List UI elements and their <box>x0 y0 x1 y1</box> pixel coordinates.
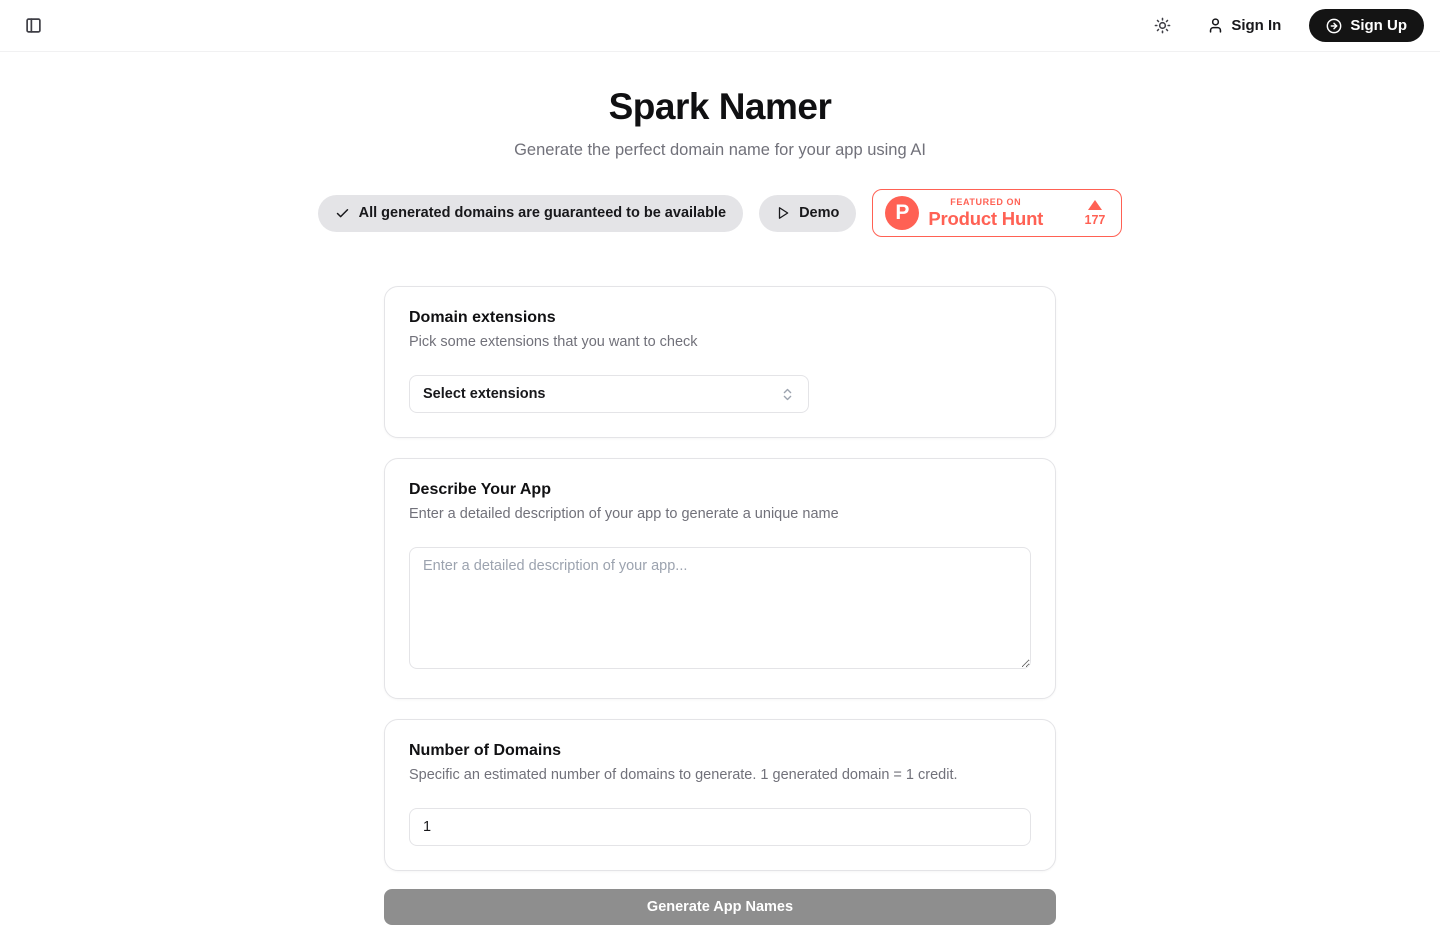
hero-section <box>0 86 1440 237</box>
play-icon <box>776 206 790 220</box>
domain-count-input[interactable] <box>409 808 1031 846</box>
extensions-card <box>384 286 1056 438</box>
user-icon <box>1207 17 1224 34</box>
count-card <box>384 719 1056 871</box>
describe-card-description: Enter a detailed description of your app to generate a unique name <box>409 506 839 522</box>
sun-icon <box>1154 17 1171 34</box>
upvote-triangle-icon <box>1088 200 1102 210</box>
guarantee-badge-label: All generated domains are guaranteed to be available <box>358 205 727 221</box>
theme-toggle-button[interactable] <box>1145 9 1179 43</box>
demo-button[interactable] <box>759 195 856 232</box>
count-card-description: Specific an estimated number of domains to generate. 1 generated domain = 1 credit. <box>409 767 958 783</box>
product-hunt-badge[interactable] <box>872 189 1122 237</box>
app-description-textarea[interactable] <box>409 547 1031 669</box>
extensions-select[interactable] <box>409 375 809 413</box>
sign-in-button[interactable] <box>1201 16 1287 35</box>
page-subtitle: Generate the perfect domain name for your app using AI <box>514 141 926 159</box>
describe-card <box>384 458 1056 699</box>
extensions-card-title: Domain extensions <box>409 309 556 326</box>
describe-card-title: Describe Your App <box>409 481 551 498</box>
product-hunt-logo-icon: P <box>885 196 919 230</box>
chevrons-up-down-icon <box>780 387 795 402</box>
panel-left-icon <box>25 17 42 34</box>
sign-in-label: Sign In <box>1231 17 1282 34</box>
sign-up-label: Sign Up <box>1350 17 1407 34</box>
top-bar <box>0 0 1440 52</box>
count-card-title: Number of Domains <box>409 742 562 759</box>
sign-up-button[interactable] <box>1309 9 1424 42</box>
header-actions <box>1145 9 1424 43</box>
extensions-select-value: Select extensions <box>423 386 546 402</box>
extensions-card-description: Pick some extensions that you want to check <box>409 334 698 350</box>
page-title: Spark Namer <box>608 86 832 127</box>
generate-button[interactable]: Generate App Names <box>384 889 1056 925</box>
product-hunt-name: Product Hunt <box>928 207 1044 229</box>
badge-row <box>0 189 1440 237</box>
upvote-count: 177 <box>1084 212 1106 227</box>
demo-label: Demo <box>799 205 840 221</box>
product-hunt-upvotes <box>1085 200 1110 227</box>
sidebar-toggle-button[interactable] <box>16 9 50 43</box>
check-icon <box>335 206 350 221</box>
product-hunt-featured-label: FEATURED ON <box>950 197 1022 208</box>
arrow-right-circle-icon <box>1326 18 1342 34</box>
guarantee-badge <box>318 195 743 232</box>
generator-form <box>384 286 1056 871</box>
